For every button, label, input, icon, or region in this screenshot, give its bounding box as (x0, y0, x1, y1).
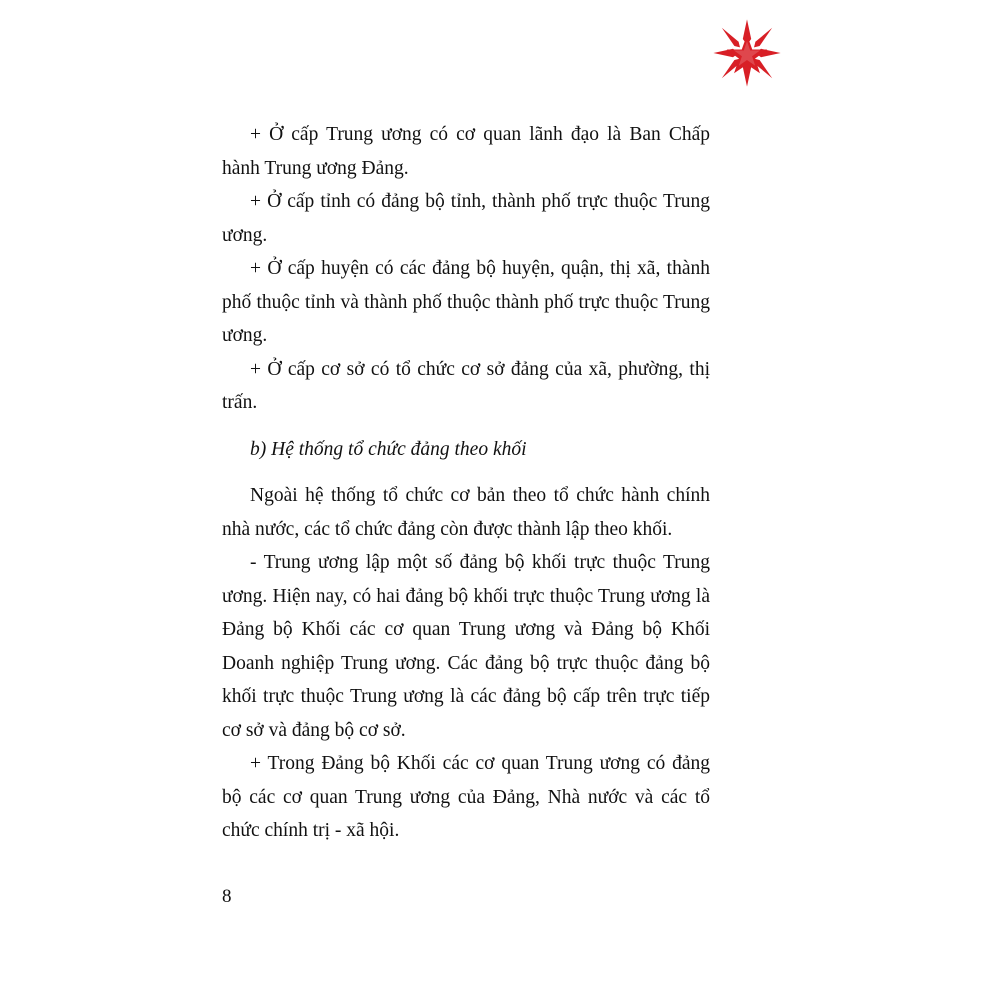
document-body (222, 118, 710, 848)
paragraph-cap-tinh: + Ở cấp tỉnh có đảng bộ tỉnh, thành phố trực thuộc Trung ương. (222, 191, 710, 246)
paragraph-ngoai-he-thong: Ngoài hệ thống tổ chức cơ bản theo tổ chức hành chính nhà nước, các tổ chức đảng còn được thành lập theo khối. (222, 485, 710, 540)
heading-he-thong-to-chuc-dang-theo-khoi: b) Hệ thống tổ chức đảng theo khối (250, 438, 527, 460)
paragraph-trung-uong-lap-mot-so: - Trung ương lập một số đảng bộ khối trực thuộc Trung ương. Hiện nay, có hai đảng bộ khối trực thuộc Trung ương là Đảng bộ Khối các cơ quan Trung ương và Đảng bộ Khối Doanh nghiệp Trung ương. Các đảng bộ trực thuộc đảng bộ khối trực thuộc Trung ương là các đảng bộ cấp trên trực tiếp cơ sở và đảng bộ cơ sở. (222, 552, 710, 741)
paragraph-cap-huyen: + Ở cấp huyện có các đảng bộ huyện, quận, thị xã, thành phố thuộc tỉnh và thành phố thuộc thành phố trực thuộc Trung ương. (222, 258, 710, 346)
red-star-ornament-icon (712, 18, 782, 88)
spacer (222, 466, 710, 479)
paragraph-cap-co-so: + Ở cấp cơ sở có tổ chức cơ sở đảng của xã, phường, thị trấn. (222, 358, 710, 413)
spacer (222, 420, 710, 433)
paragraph-trung-uong: + Ở cấp Trung ương có cơ quan lãnh đạo là Ban Chấp hành Trung ương Đảng. (222, 124, 710, 179)
page-number: 8 (222, 886, 232, 907)
paragraph-trong-dang-bo-khoi: + Trong Đảng bộ Khối các cơ quan Trung ương có đảng bộ các cơ quan Trung ương của Đảng, Nhà nước và các tổ chức chính trị - xã hội. (222, 753, 710, 841)
